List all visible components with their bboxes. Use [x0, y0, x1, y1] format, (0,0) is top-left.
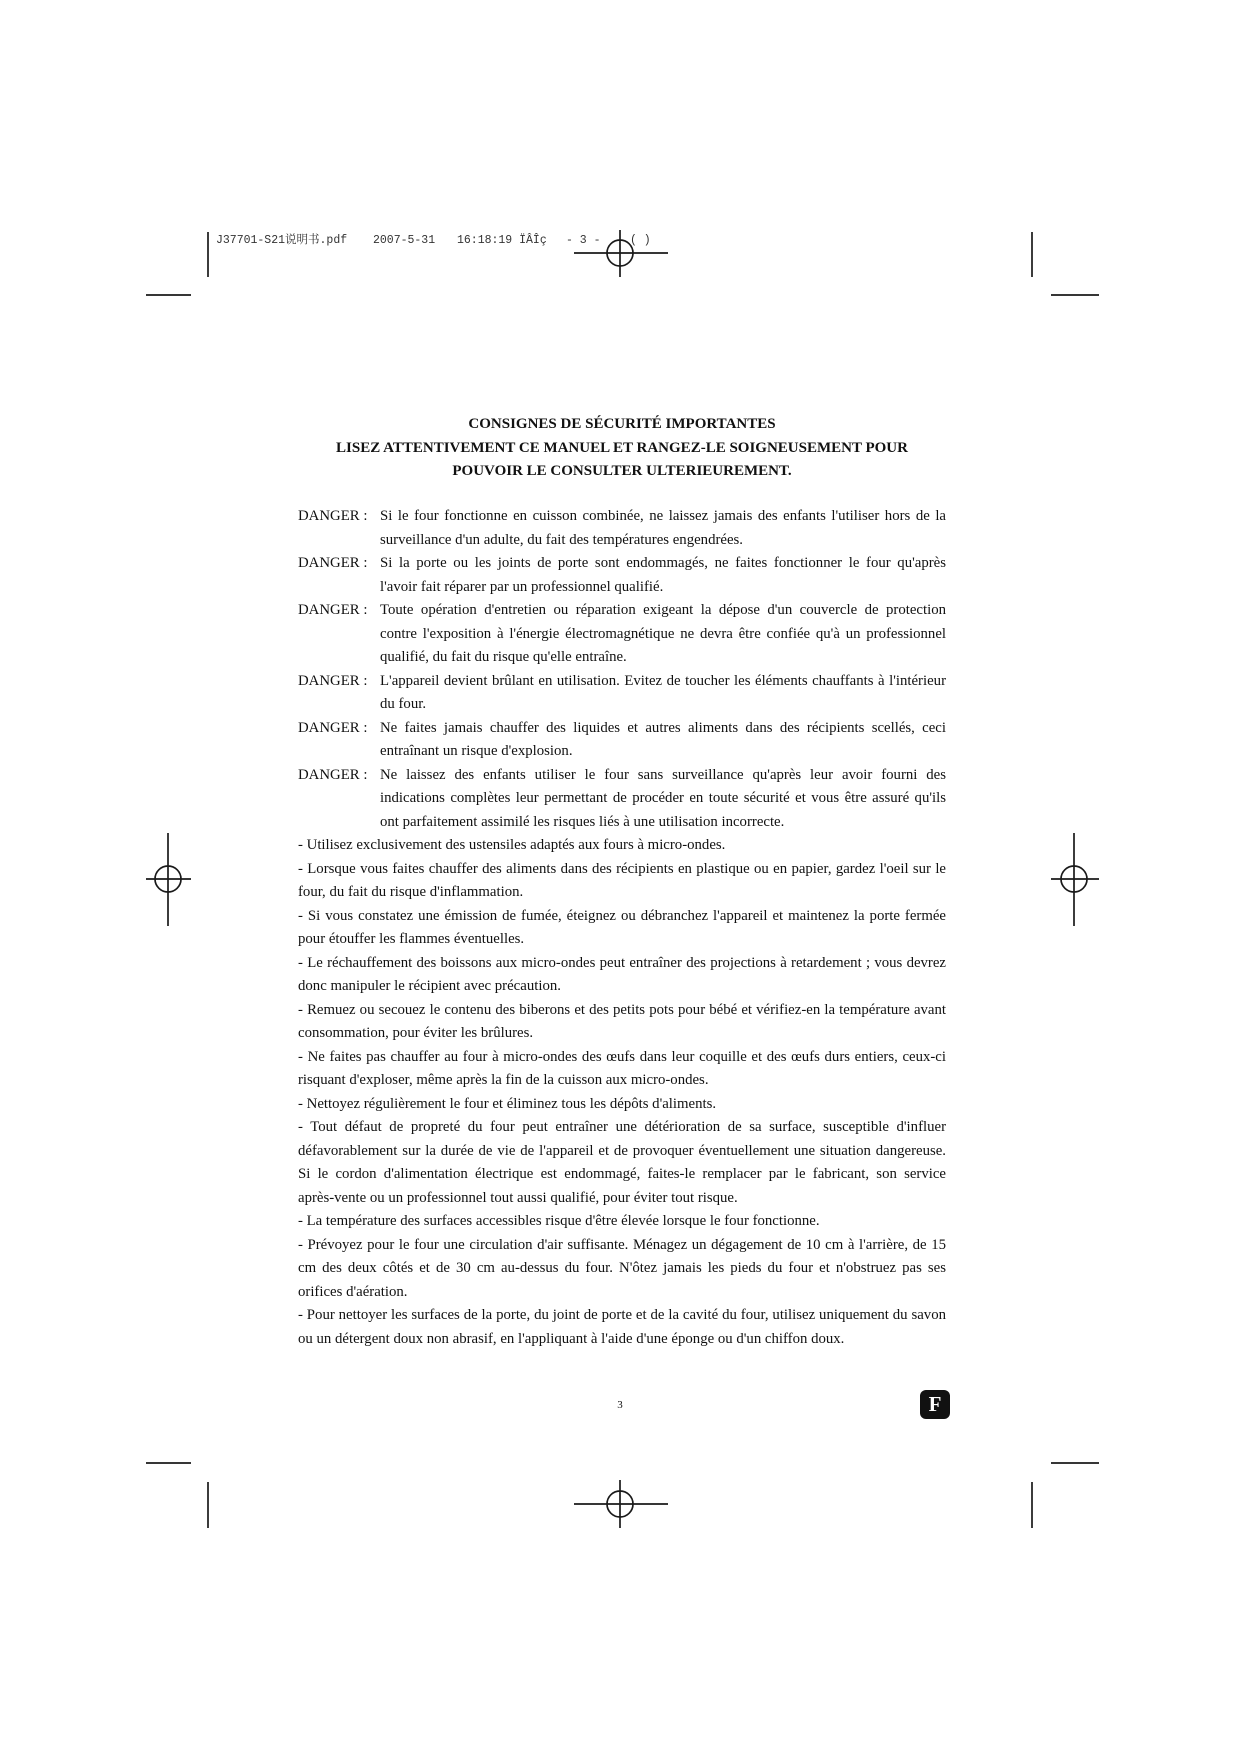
- note-line: pour étouffer les flammes éventuelles.: [298, 931, 525, 947]
- title-line: POUVOIR LE CONSULTER ULTERIEUREMENT.: [452, 463, 792, 479]
- note-line: défavorablement sur la durée de vie de l'appareil et de provoquer éventuellement une situation dangereuse.: [298, 1142, 946, 1159]
- danger-text: entraînant un risque d'explosion.: [380, 743, 573, 759]
- safety-note: [298, 1304, 946, 1351]
- slug-parens: ( ): [630, 234, 651, 247]
- danger-text: Si le four fonctionne en cuisson combinée, ne laissez jamais des enfants l'utiliser hors de la: [380, 508, 946, 524]
- language-badge: F: [920, 1390, 950, 1419]
- danger-label: DANGER :: [298, 766, 368, 783]
- safety-note: [298, 999, 946, 1046]
- safety-note: [298, 1234, 946, 1305]
- safety-note: [298, 1210, 946, 1234]
- note-line: donc manipuler le récipient avec précaution.: [298, 978, 561, 994]
- danger-text: L'appareil devient brûlant en utilisation. Evitez de toucher les éléments chauffants à l'intérieur: [380, 672, 946, 689]
- title-line: LISEZ ATTENTIVEMENT CE MANUEL ET RANGEZ-LE SOIGNEUSEMENT POUR: [336, 439, 908, 456]
- danger-text: Si la porte ou les joints de porte sont endommagés, ne faites fonctionner le four qu'après: [380, 555, 946, 571]
- danger-warning: [298, 552, 946, 599]
- title-line: CONSIGNES DE SÉCURITÉ IMPORTANTES: [468, 416, 776, 432]
- danger-warning: [298, 505, 946, 552]
- right-registration-mark: [1051, 833, 1099, 926]
- note-line: ou un détergent doux non abrasif, en l'appliquant à l'aide d'une éponge ou d'un chiffon doux.: [298, 1330, 845, 1347]
- danger-label: DANGER :: [298, 555, 368, 571]
- danger-first-line: [298, 670, 946, 694]
- note-line: - Lorsque vous faites chauffer des aliments dans des récipients en plastique ou en papier, gardez l'oeil sur le: [298, 860, 946, 877]
- note-line: risquant d'exploser, même après la fin de la cuisson aux micro-ondes.: [298, 1072, 709, 1088]
- safety-note: [298, 1093, 946, 1117]
- note-line: après-vente ou un professionnel tout aussi qualifié, pour éviter tout risque.: [298, 1189, 738, 1206]
- note-line: - Utilisez exclusivement des ustensiles adaptés aux fours à micro-ondes.: [298, 837, 726, 853]
- slug-date: 2007-5-31: [373, 234, 436, 247]
- page-number: 3: [617, 1399, 623, 1411]
- safety-note: [298, 952, 946, 999]
- danger-text: ont parfaitement assimilé les risques liés à une utilisation incorrecte.: [380, 813, 785, 830]
- danger-text: qualifié, du fait du risque qu'elle entraîne.: [380, 649, 627, 665]
- note-line: consommation, pour éviter les brûlures.: [298, 1025, 534, 1041]
- note-line: - Ne faites pas chauffer au four à micro-ondes des œufs dans leur coquille et des œufs durs entiers, ceux-ci: [298, 1048, 946, 1065]
- safety-note: [298, 1046, 946, 1093]
- note-line: Si le cordon d'alimentation électrique est endommagé, faites-le remplacer par le fabricant, son service: [298, 1166, 946, 1182]
- danger-first-line: [298, 505, 946, 529]
- note-line: orifices d'aération.: [298, 1283, 408, 1300]
- note-line: - Pour nettoyer les surfaces de la porte, du joint de porte et de la cavité du four, utilisez uniquement du savon: [298, 1307, 946, 1323]
- danger-first-line: [298, 599, 946, 623]
- slug-filename: J37701-S21说明书.pdf: [216, 234, 348, 247]
- note-line: cm des deux côtés et de 30 cm au-dessus du four. N'ôtez jamais les pieds du four et n'obstruez pas ses: [298, 1260, 946, 1276]
- danger-label: DANGER :: [298, 602, 368, 618]
- safety-note: [298, 1116, 946, 1210]
- left-registration-mark: [146, 833, 191, 926]
- danger-label: DANGER :: [298, 719, 368, 736]
- safety-note: [298, 834, 946, 858]
- safety-note: [298, 905, 946, 952]
- danger-warning: [298, 670, 946, 717]
- danger-text: surveillance d'un adulte, du fait des températures engendrées.: [380, 531, 743, 548]
- note-line: - La température des surfaces accessibles risque d'être élevée lorsque le four fonctionne.: [298, 1213, 820, 1229]
- note-line: - Prévoyez pour le four une circulation d'air suffisante. Ménagez un dégagement de 10 cm à l'arrière, de 15: [298, 1236, 946, 1253]
- danger-first-line: [298, 764, 946, 788]
- note-line: four, du fait du risque d'inflammation.: [298, 884, 524, 900]
- slug-page-marker: - 3 -: [566, 234, 601, 247]
- slug-time: 16:18:19 ÏÂÎç: [457, 234, 547, 247]
- danger-label: DANGER :: [298, 672, 368, 689]
- danger-text: Ne laissez des enfants utiliser le four sans surveillance qu'après leur avoir fourni des: [380, 766, 946, 783]
- note-line: - Nettoyez régulièrement le four et éliminez tous les dépôts d'aliments.: [298, 1095, 717, 1112]
- danger-warning: [298, 599, 946, 670]
- danger-first-line: [298, 717, 946, 741]
- danger-text: contre l'exposition à l'énergie électromagnétique ne devra être confiée qu'à un professionnel: [380, 625, 946, 642]
- safety-note: [298, 858, 946, 905]
- note-line: - Le réchauffement des boissons aux micro-ondes peut entraîner des projections à retardement ; vous devrez: [298, 954, 946, 971]
- danger-warning: [298, 764, 946, 835]
- note-line: - Si vous constatez une émission de fumée, éteignez ou débranchez l'appareil et maintenez la porte fermée: [298, 907, 946, 924]
- danger-first-line: [298, 552, 946, 576]
- page-title: [298, 413, 946, 484]
- danger-warning: [298, 717, 946, 764]
- danger-text: Toute opération d'entretien ou réparation exigeant la dépose d'un couvercle de protection: [380, 602, 946, 618]
- danger-text: Ne faites jamais chauffer des liquides et autres aliments dans des récipients scellés, ceci: [380, 719, 946, 736]
- danger-text: du four.: [380, 696, 427, 712]
- danger-text: indications complètes leur permettant de procéder en toute sécurité et vous être assuré qu'ils: [380, 790, 946, 806]
- danger-label: DANGER :: [298, 508, 368, 524]
- note-line: - Remuez ou secouez le contenu des biberons et des petits pots pour bébé et vérifiez-en la température avant: [298, 1001, 946, 1018]
- note-line: - Tout défaut de propreté du four peut entraîner une détérioration de sa surface, susceptible d'influer: [298, 1119, 946, 1135]
- safety-instructions: [298, 505, 946, 1351]
- danger-text: l'avoir fait réparer par un professionnel qualifié.: [380, 578, 664, 595]
- bottom-registration-mark: [574, 1480, 668, 1528]
